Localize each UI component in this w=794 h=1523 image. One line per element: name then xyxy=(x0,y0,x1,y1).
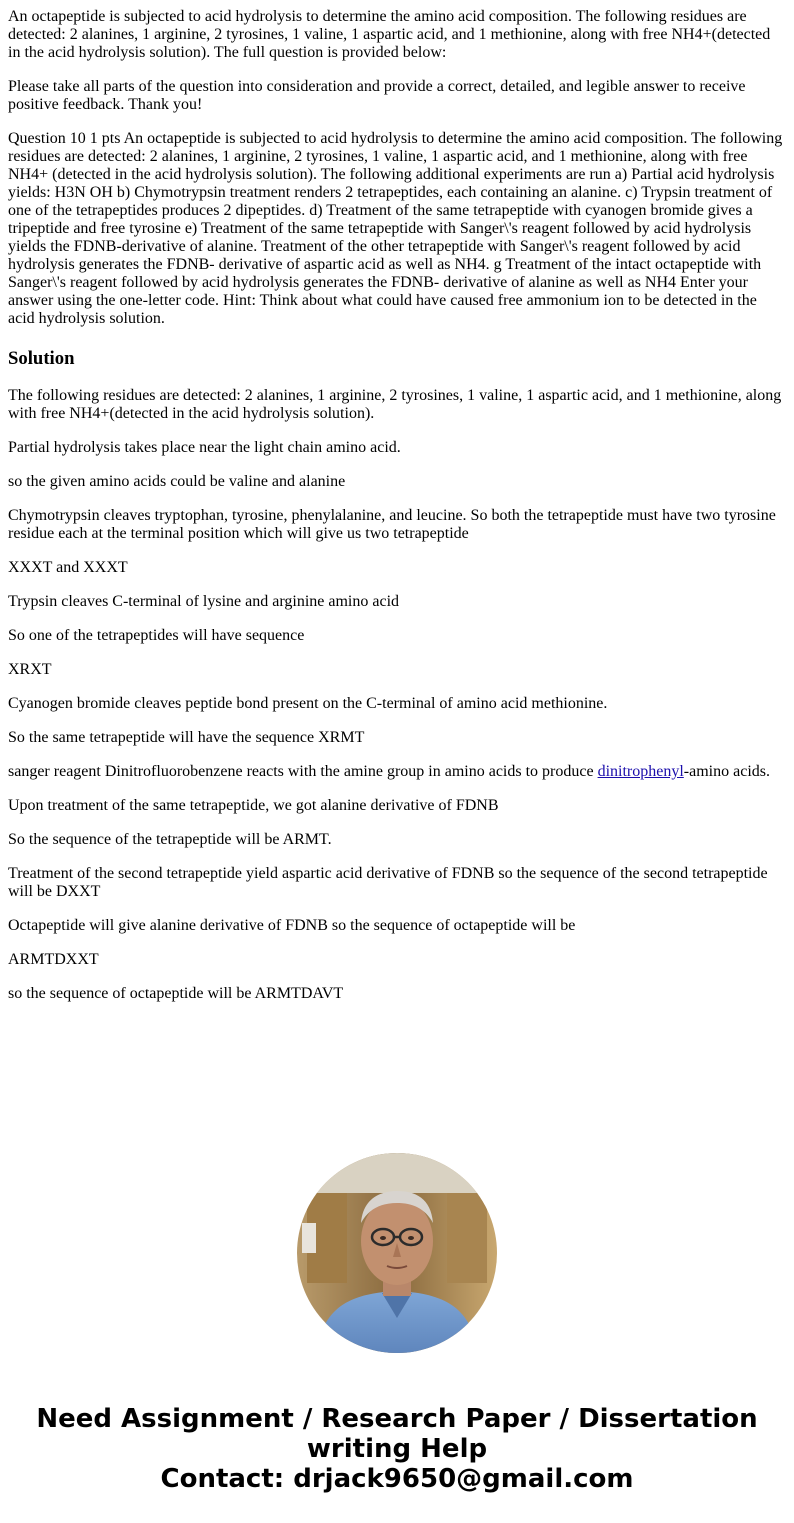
solution-paragraph: Treatment of the second tetrapeptide yield aspartic acid derivative of FDNB so the sequence of the second tetrapeptide will be DXXT xyxy=(8,865,768,900)
question-request: Please take all parts of the question into consideration and provide a correct, detailed, and legible answer to receive positive feedback. Thank you! xyxy=(8,78,746,113)
solution-paragraph: Partial hydrolysis takes place near the light chain amino acid. xyxy=(8,439,401,456)
question-full-text: Question 10 1 pts An octapeptide is subjected to acid hydrolysis to determine the amino acid composition. The following residues are detected: 2 alanines, 1 arginine, 2 tyrosines, 1 valine, 1 aspartic acid, and 1 methionine, along with free NH4+ (detected in the acid hydrolysis solution). The following additional experiments are run a) Partial acid hydrolysis yields: H3N OH b) Chymotrypsin treatment renders 2 tetrapeptides, each containing an alanine. c) Trypsin treatment of one of the tetrapeptides produces 2 dipeptides. d) Treatment of the same tetrapeptide with cyanogen bromide gives a tripeptide and free tyrosine e) Treatment of the same tetrapeptide with Sanger\'s reagent followed by acid hydrolysis yields the FDNB-derivative of alanine. Treatment of the other tetrapeptide with Sanger\'s reagent followed by acid hydrolysis generates the FDNB- derivative of aspartic acid as well as NH4. g Treatment of the intact octapeptide with Sanger\'s reagent followed by acid hydrolysis generates the FDNB- derivative of alanine as well as NH4 Enter your answer using the one-letter code. Hint: Think about what could have caused free ammonium ion to be detected in the acid hydrolysis solution. xyxy=(8,130,783,327)
dinitrophenyl-link[interactable]: dinitrophenyl xyxy=(597,763,684,780)
solution-paragraph: XRXT xyxy=(8,661,52,678)
solution-paragraph: The following residues are detected: 2 alanines, 1 arginine, 2 tyrosines, 1 valine, 1 aspartic acid, and 1 methionine, along with free NH4+(detected in the acid hydrolysis solution). xyxy=(8,387,782,422)
solution-paragraph: XXXT and XXXT xyxy=(8,559,128,576)
question-intro: An octapeptide is subjected to acid hydrolysis to determine the amino acid composition. The following residues are detected: 2 alanines, 1 arginine, 2 tyrosines, 1 valine, 1 aspartic acid, and 1 methionine, along with free NH4+(detected in the acid hydrolysis solution). The full question is provided below: xyxy=(8,8,771,61)
solution-paragraph: Cyanogen bromide cleaves peptide bond present on the C-terminal of amino acid methionine. xyxy=(8,695,608,712)
solution-paragraph: Octapeptide will give alanine derivative of FDNB so the sequence of octapeptide will be xyxy=(8,917,576,934)
solution-text: -amino acids. xyxy=(683,763,770,780)
author-avatar xyxy=(297,1153,497,1353)
solution-paragraph: Upon treatment of the same tetrapeptide, we got alanine derivative of FDNB xyxy=(8,797,499,814)
author-photo xyxy=(297,1153,497,1353)
solution-paragraph: ARMTDXXT xyxy=(8,951,99,968)
promo-banner xyxy=(0,1404,794,1494)
solution-paragraph: Chymotrypsin cleaves tryptophan, tyrosine, phenylalanine, and leucine. So both the tetrapeptide must have two tyrosine residue each at the terminal position which will give us two tetrapeptide xyxy=(8,507,776,542)
solution-paragraph-with-link xyxy=(8,763,786,781)
solution-paragraph: So one of the tetrapeptides will have sequence xyxy=(8,627,305,644)
promo-contact: Contact: drjack9650@gmail.com xyxy=(160,1464,634,1494)
solution-text: sanger reagent Dinitrofluorobenzene reacts with the amine group in amino acids to produce xyxy=(8,763,598,780)
promo-line: Need Assignment / Research Paper / Dissertation xyxy=(36,1404,758,1434)
solution-paragraph: So the sequence of the tetrapeptide will be ARMT. xyxy=(8,831,332,848)
solution-paragraph: So the same tetrapeptide will have the sequence XRMT xyxy=(8,729,365,746)
promo-line: writing Help xyxy=(306,1434,488,1464)
solution-paragraph: so the sequence of octapeptide will be ARMTDAVT xyxy=(8,985,344,1002)
solution-paragraph: so the given amino acids could be valine and alanine xyxy=(8,473,346,490)
solution-paragraph: Trypsin cleaves C-terminal of lysine and arginine amino acid xyxy=(8,593,400,610)
solution-heading: Solution xyxy=(8,348,75,369)
